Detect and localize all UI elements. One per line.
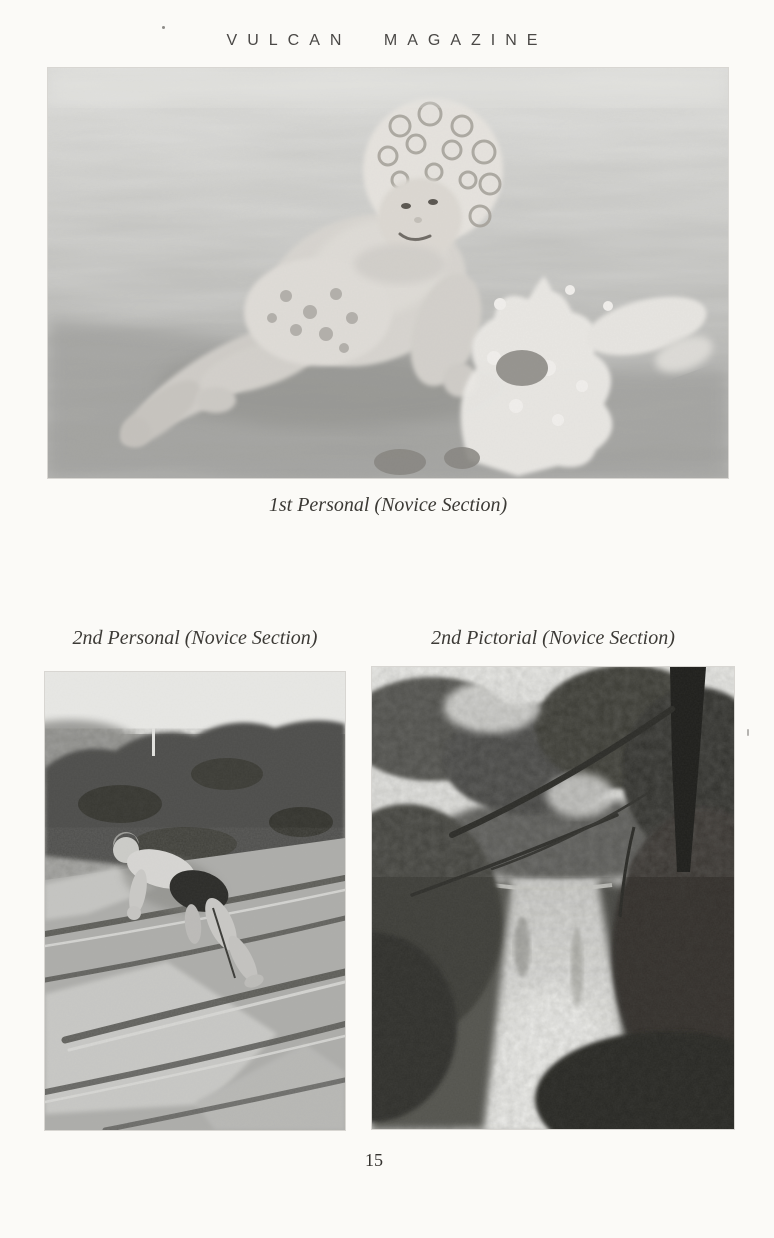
page-number: 15 <box>365 1150 383 1170</box>
magazine-title: VULCAN MAGAZINE <box>226 32 548 49</box>
photo-child-climbing <box>45 672 345 1130</box>
ink-speck <box>747 729 749 736</box>
photo-river-scene <box>372 667 734 1129</box>
photo-baby-in-water <box>48 68 728 478</box>
caption-2nd-pictorial: 2nd Pictorial (Novice Section) <box>431 627 675 649</box>
caption-2nd-personal: 2nd Personal (Novice Section) <box>72 627 318 649</box>
ink-speck <box>162 26 165 29</box>
caption-1st-personal: 1st Personal (Novice Section) <box>268 494 508 516</box>
